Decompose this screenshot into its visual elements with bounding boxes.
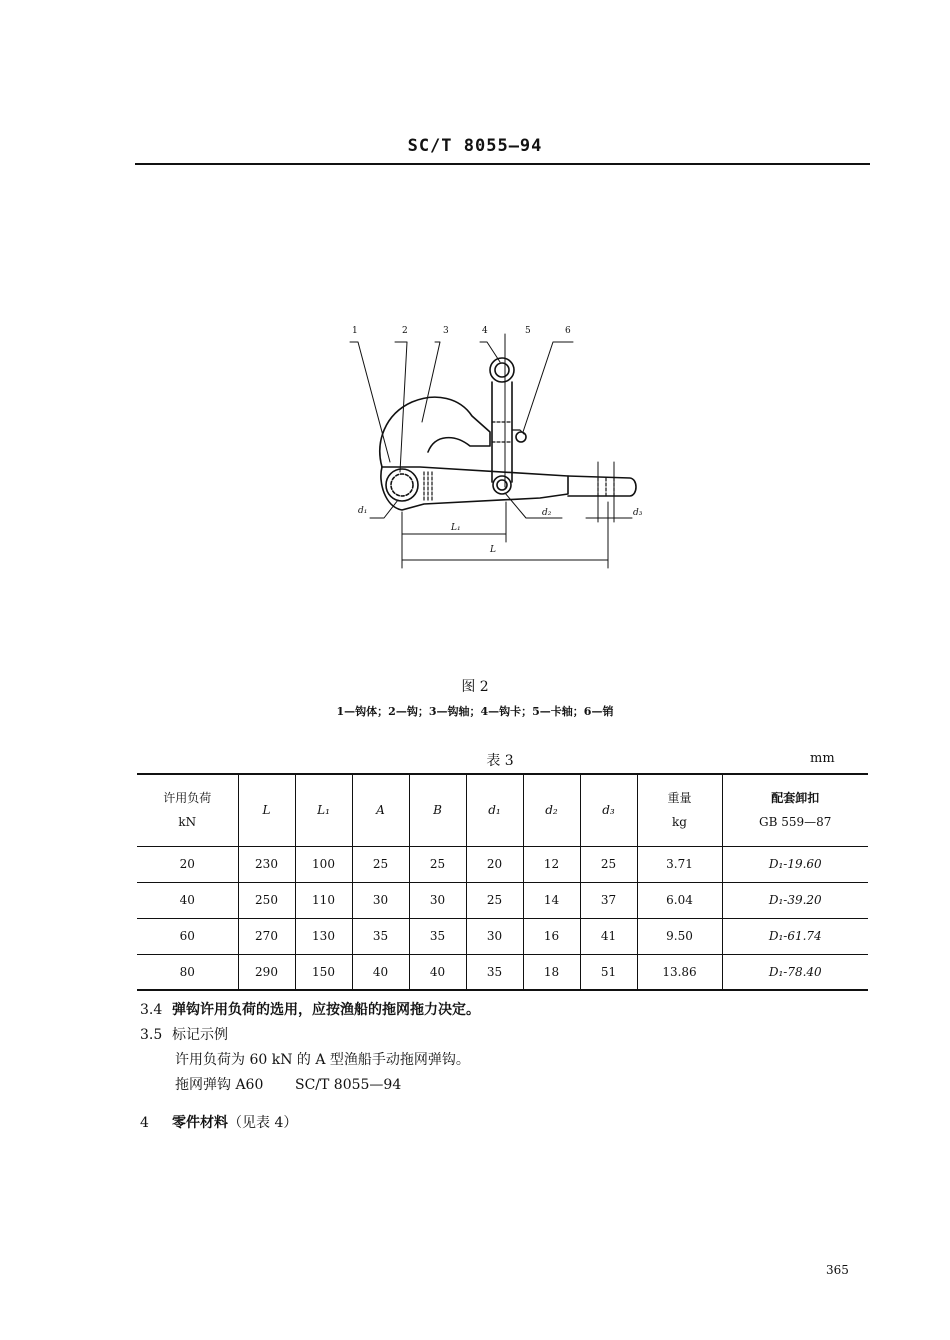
page-number: 365	[826, 1263, 849, 1277]
cell-weight: 9.50	[637, 918, 722, 954]
cell-L1: 100	[295, 846, 352, 882]
hook-figure	[340, 322, 650, 572]
spec-table	[137, 773, 868, 991]
table-row	[137, 882, 868, 918]
cell-load: 80	[137, 954, 238, 990]
cell-A: 30	[352, 882, 409, 918]
label-3: 3	[443, 326, 449, 336]
cell-d3: 41	[580, 918, 637, 954]
standard-code-header: SC/T 8055—94	[407, 136, 543, 156]
cell-d1: 35	[466, 954, 523, 990]
table-unit: mm	[810, 751, 835, 766]
cell-d3: 37	[580, 882, 637, 918]
section-number: 3.5	[140, 1027, 163, 1043]
hook-arc	[380, 397, 490, 467]
section-note: （见表 4）	[228, 1115, 298, 1131]
top-eye-inner	[495, 363, 509, 377]
cell-A: 25	[352, 846, 409, 882]
cell-L: 230	[238, 846, 295, 882]
section-number: 4	[140, 1115, 149, 1131]
figure-caption: 1—钩体；2—钩；3—钩轴；4—钩卡；5—卡轴；6—销	[336, 705, 614, 718]
cell-d1: 20	[466, 846, 523, 882]
leader-6	[523, 342, 573, 432]
section-text: 弹钩许用负荷的选用，应按渔船的拖网拖力决定。	[172, 1002, 480, 1018]
cell-d1: 30	[466, 918, 523, 954]
header-d2: d₂	[523, 774, 580, 846]
label-6: 6	[565, 326, 571, 336]
cell-weight: 6.04	[637, 882, 722, 918]
table-header-row	[137, 774, 868, 846]
header-L1: L₁	[295, 774, 352, 846]
label-1: 1	[352, 326, 358, 336]
cell-d2: 16	[523, 918, 580, 954]
section-4	[140, 1112, 297, 1132]
pin	[516, 432, 526, 442]
leader-3	[422, 342, 440, 422]
header-d3: d₃	[580, 774, 637, 846]
cell-weight: 13.86	[637, 954, 722, 990]
label-5: 5	[525, 326, 531, 336]
link-pivot	[493, 476, 511, 494]
cell-A: 35	[352, 918, 409, 954]
cell-load: 20	[137, 846, 238, 882]
cell-L: 290	[238, 954, 295, 990]
table-row	[137, 918, 868, 954]
cell-A: 40	[352, 954, 409, 990]
label-d3: d₃	[633, 508, 643, 518]
label-4: 4	[482, 326, 488, 336]
cell-d1: 25	[466, 882, 523, 918]
cell-load: 40	[137, 882, 238, 918]
figure-title: 图 2	[461, 679, 489, 695]
cell-L1: 110	[295, 882, 352, 918]
cell-B: 25	[409, 846, 466, 882]
cell-L1: 130	[295, 918, 352, 954]
leader-2	[395, 342, 407, 472]
label-d2: d₂	[542, 508, 552, 518]
header-d1: d₁	[466, 774, 523, 846]
cell-L1: 150	[295, 954, 352, 990]
section-title: 标记示例	[172, 1027, 228, 1043]
cell-B: 30	[409, 882, 466, 918]
example-line-2	[175, 1074, 401, 1094]
header-A: A	[352, 774, 409, 846]
section-title: 零件材料	[172, 1115, 228, 1131]
cell-d2: 18	[523, 954, 580, 990]
label-L: L	[490, 545, 496, 555]
link-arm	[492, 382, 512, 482]
header-B: B	[409, 774, 466, 846]
example-name: 拖网弹钩 A60	[175, 1077, 264, 1093]
cell-shackle: D₁-39.20	[722, 882, 868, 918]
label-d1: d₁	[358, 506, 368, 516]
header-rule	[135, 163, 870, 165]
table-title: 表 3	[486, 753, 514, 769]
label-2: 2	[402, 326, 408, 336]
header-L: L	[238, 774, 295, 846]
leader-1	[350, 342, 390, 462]
cell-d2: 14	[523, 882, 580, 918]
header-shackle: 配套卸扣 GB 559—87	[722, 774, 868, 846]
shank-tail	[568, 476, 636, 496]
section-3-5	[140, 1024, 228, 1044]
hook-drawing	[340, 322, 650, 572]
cell-d3: 51	[580, 954, 637, 990]
pivot-inner	[391, 474, 413, 496]
label-L1: L₁	[451, 523, 461, 533]
cell-shackle: D₁-61.74	[722, 918, 868, 954]
cell-d3: 25	[580, 846, 637, 882]
header-load: 许用负荷 kN	[137, 774, 238, 846]
table-row	[137, 954, 868, 990]
example-line-1: 许用负荷为 60 kN 的 A 型渔船手动拖网弹钩。	[175, 1052, 470, 1068]
section-number: 3.4	[140, 1002, 163, 1018]
section-3-4	[140, 999, 480, 1019]
cell-load: 60	[137, 918, 238, 954]
example-std: SC/T 8055—94	[295, 1077, 402, 1093]
cell-L: 270	[238, 918, 295, 954]
cell-shackle: D₁-19.60	[722, 846, 868, 882]
table-row	[137, 846, 868, 882]
cell-B: 35	[409, 918, 466, 954]
cell-shackle: D₁-78.40	[722, 954, 868, 990]
cell-d2: 12	[523, 846, 580, 882]
top-eye	[490, 358, 514, 382]
cell-weight: 3.71	[637, 846, 722, 882]
cell-B: 40	[409, 954, 466, 990]
hook-body	[381, 467, 568, 510]
cell-L: 250	[238, 882, 295, 918]
header-weight: 重量 kg	[637, 774, 722, 846]
